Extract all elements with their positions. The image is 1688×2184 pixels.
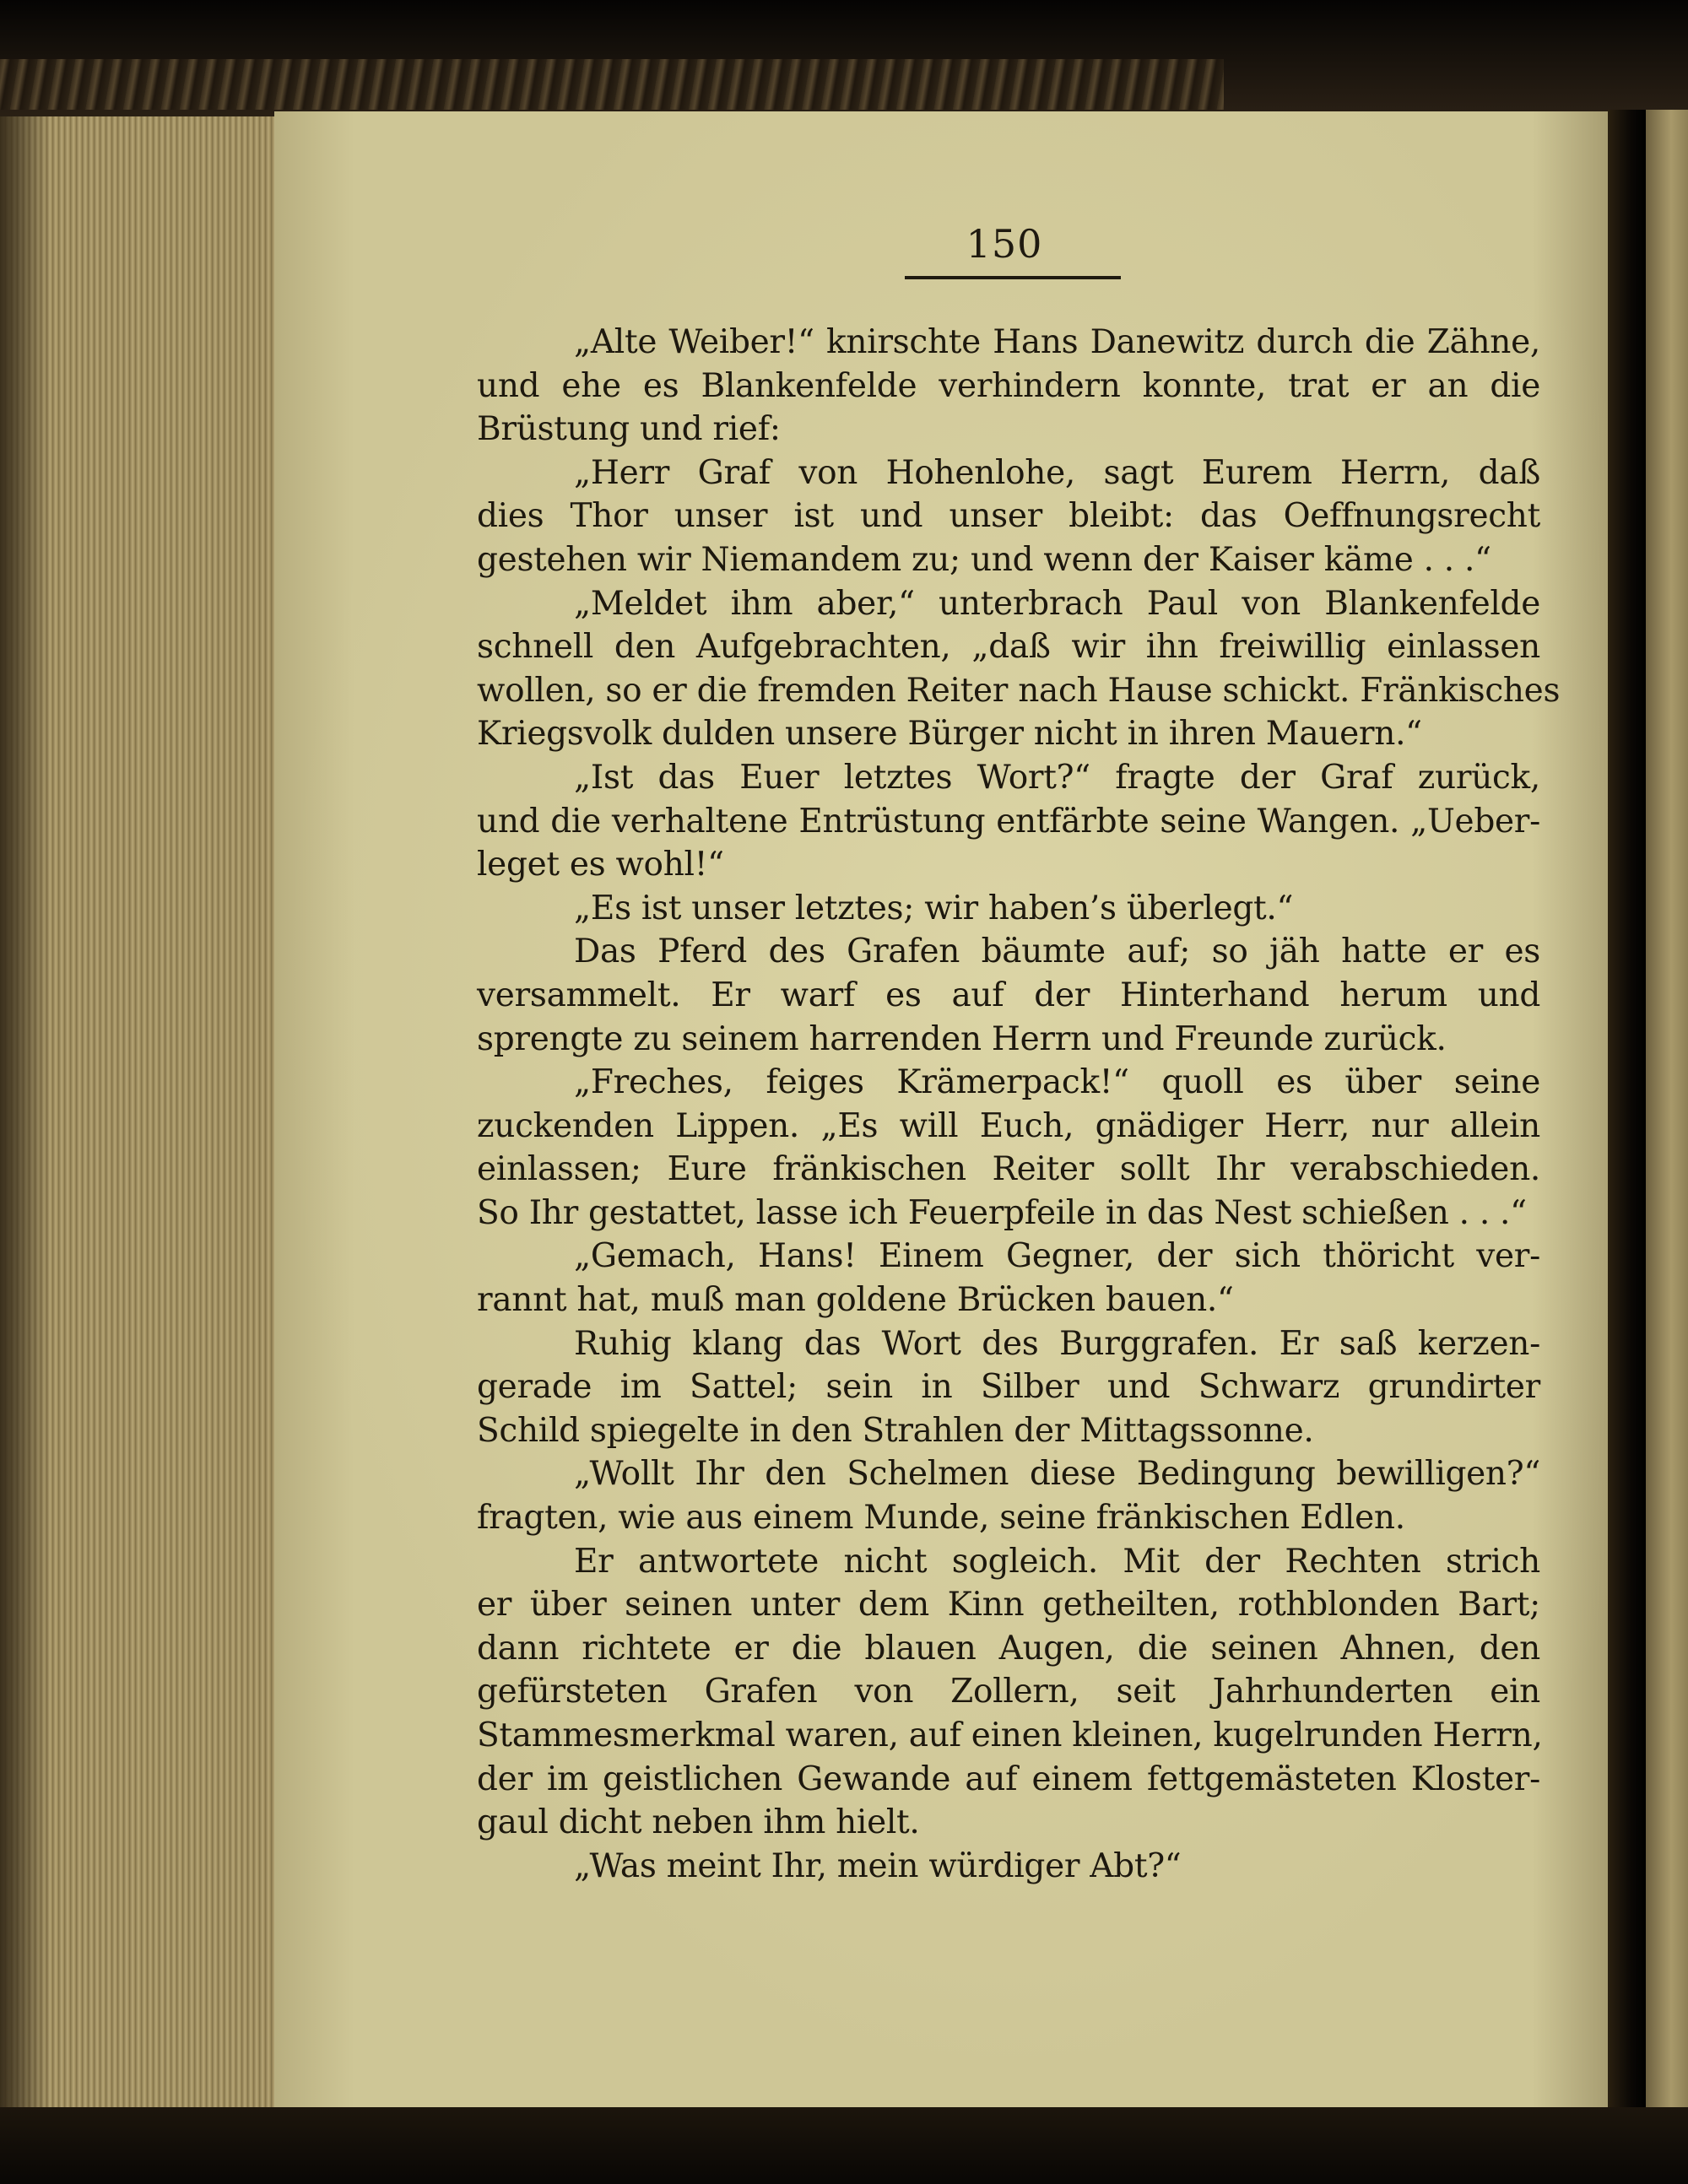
text-line: „Freches, feiges Krämerpack!“ quoll es über seine <box>574 1063 1540 1102</box>
text-line: rannt hat, muß man goldene Brücken bauen.“ <box>477 1281 1234 1320</box>
edge-shadow <box>0 116 51 2125</box>
text-line: zuckenden Lippen. „Es will Euch, gnädiger Herr, nur allein <box>477 1106 1540 1145</box>
text-line: leget es wohl!“ <box>477 846 724 884</box>
text-line: gaul dicht neben ihm hielt. <box>477 1803 920 1842</box>
text-line: gefürsteten Grafen von Zollern, seit Jahrhunderten ein <box>477 1673 1540 1711</box>
text-line: „Was meint Ihr, mein würdiger Abt?“ <box>574 1846 1182 1885</box>
text-line: „Ist das Euer letztes Wort?“ fragte der Graf zurück, <box>574 758 1540 797</box>
text-line: fragten, wie aus einem Munde, seine fränkischen Edlen. <box>477 1499 1405 1538</box>
text-line: So Ihr gestattet, lasse ich Feuerpfeile in das Nest schießen . . .“ <box>477 1193 1527 1232</box>
body-text <box>477 321 1561 1888</box>
text-line: und ehe es Blankenfelde verhindern konnte, trat er an die <box>477 366 1540 405</box>
text-line: „Herr Graf von Hohenlohe, sagt Eurem Herrn, daß <box>574 453 1540 492</box>
bottom-background <box>0 2107 1688 2184</box>
text-line: „Alte Weiber!“ knirschte Hans Danewitz durch die Zähne, <box>574 323 1540 361</box>
book-gutter <box>1608 110 1646 2135</box>
text-line: Schild spiegelte in den Strahlen der Mittagssonne. <box>477 1411 1314 1450</box>
next-page-sliver <box>1646 110 1688 2135</box>
text-line: er über seinen unter dem Kinn getheilten, rothblonden Bart; <box>477 1586 1540 1624</box>
text-line: dann richtete er die blauen Augen, die seinen Ahnen, den <box>477 1629 1540 1668</box>
page-number-rule <box>905 276 1121 279</box>
text-line: Er antwortete nicht sogleich. Mit der Rechten strich <box>574 1542 1540 1581</box>
text-line: Das Pferd des Grafen bäumte auf; so jäh hatte er es <box>574 933 1540 971</box>
text-line: dies Thor unser ist und unser bleibt: das Oeffnungsrecht <box>477 497 1540 536</box>
text-line: der im geistlichen Gewande auf einem fettgemästeten Kloster- <box>477 1760 1540 1798</box>
page-number: 150 <box>966 221 1043 267</box>
text-line: Stammesmerkmal waren, auf einen kleinen, kugelrunden Herrn, <box>477 1716 1543 1754</box>
text-line: „Gemach, Hans! Einem Gegner, der sich thöricht ver- <box>574 1237 1540 1276</box>
text-line: und die verhaltene Entrüstung entfärbte seine Wangen. „Ueber- <box>477 802 1540 841</box>
text-line: versammelt. Er warf es auf der Hinterhand herum und <box>477 976 1540 1014</box>
text-line: „Wollt Ihr den Schelmen diese Bedingung bewilligen?“ <box>574 1455 1540 1494</box>
text-line: wollen, so er die fremden Reiter nach Hause schickt. Fränkisches <box>477 671 1561 710</box>
text-line: einlassen; Eure fränkischen Reiter sollt Ihr verabschieden. <box>477 1150 1540 1189</box>
text-line: Brüstung und rief: <box>477 410 781 449</box>
text-line: schnell den Aufgebrachten, „daß wir ihn freiwillig einlassen <box>477 628 1540 667</box>
text-line: Ruhig klang das Wort des Burggrafen. Er saß kerzen- <box>574 1324 1540 1363</box>
text-line: sprengte zu seinem harrenden Herrn und Freunde zurück. <box>477 1019 1447 1058</box>
text-line: gerade im Sattel; sein in Silber und Schwarz grundirter <box>477 1368 1540 1407</box>
text-line: gestehen wir Niemandem zu; und wenn der Kaiser käme . . .“ <box>477 540 1491 579</box>
text-line: „Es ist unser letztes; wir haben’s überlegt.“ <box>574 889 1294 927</box>
text-line: „Meldet ihm aber,“ unterbrach Paul von Blankenfelde <box>574 584 1540 623</box>
text-line: Kriegsvolk dulden unsere Bürger nicht in ihren Mauern.“ <box>477 715 1422 754</box>
binding-ornament <box>0 59 1224 110</box>
